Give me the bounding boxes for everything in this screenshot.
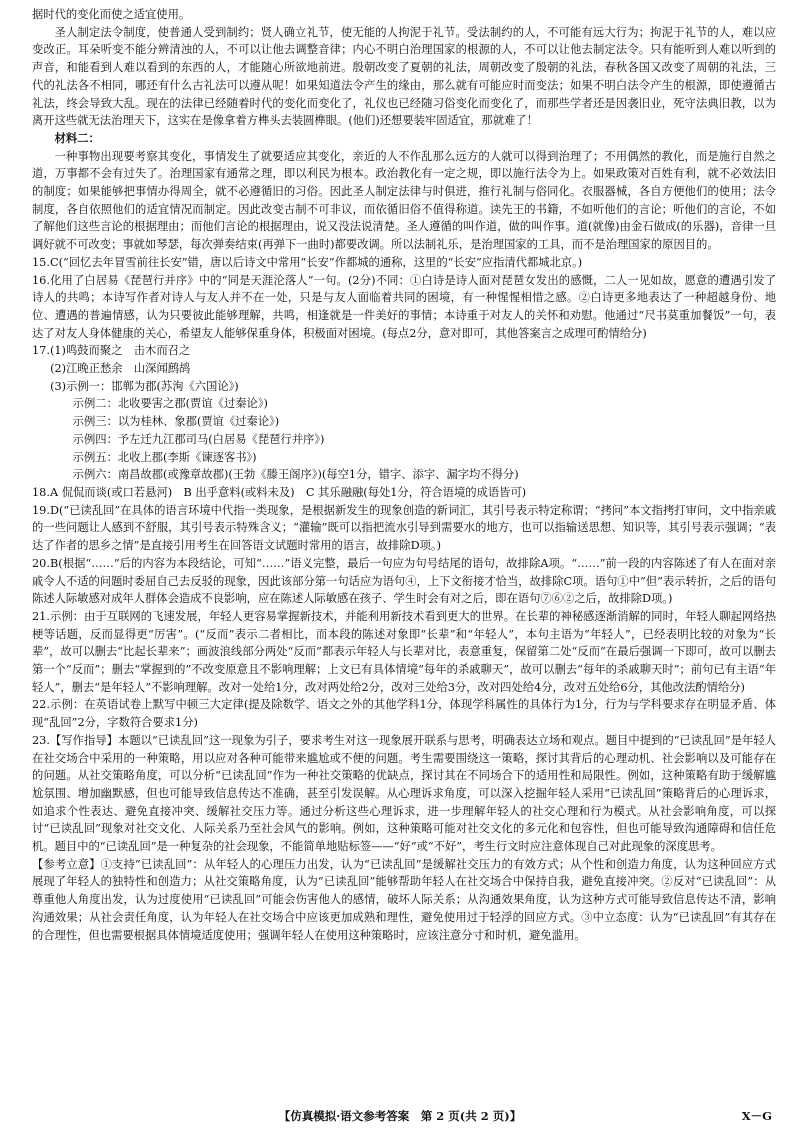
text-paragraph: 18.A 侃侃而谈(或口若悬河) B 出乎意料(或料未及) C 其乐融融(每处1分，符合语境的成语皆可) xyxy=(32,485,527,499)
text-paragraph: 22.示例：在英语试卷上默写中顿三大定律(提及除数学、语文之外的其他学科1分，体现学科属性的具体行为1分，行为与学科要求存在明显矛盾、体现“乱回”2分，字数符合要求1分) xyxy=(32,698,776,730)
text-paragraph: 21.示例：由于互联网的飞速发展，年轻人更容易掌握新技术，并能利用新技术看到更大的世界。在长辈的神秘感逐渐消解的同时，年轻人聊起网络热梗等话题，反而显得更“厉害”。(“反而”表示二者相比，而本段的陈述对象即“长辈”和“年轻人”，本句主语为“年轻人”，已经表明比较的对象为“长辈”，故可以删去“比起长辈来”；画波浪线部分两处“反而”都表示年轻人与长辈对比，表意重复，保留第二处“反而”在最后强调一下即可，故可以删去第一个“反而”；删去“掌握到的”不改变原意且不影响理解；上文已有具体情境“每年的杀戚聊天”，故可以删去“每年的杀戚聊天时”；前句已有主语“年轻人”，删去“是年轻人”不影响理解。改对一处给1分，改对两处给2分，改对三处给3分，改对四处给4分，改对五处给6分，其他改法酌情给分) xyxy=(32,609,776,694)
answer-sheet-body xyxy=(32,6,776,944)
text-paragraph: 据时代的变化而使之适宜使用。 xyxy=(32,8,191,21)
text-paragraph: (3)示例一：邯郸为郡(苏洵《六国论》) xyxy=(50,379,239,393)
text-paragraph: 17.(1)鸣鼓而聚之 击木而召之 xyxy=(32,344,191,358)
text-paragraph: 示例六：南昌故郡(或豫章故郡)(王勃《滕王阁序》)(每空1分，错字、添字、漏字均不得分) xyxy=(72,468,519,482)
text-paragraph: 23.【写作指导】本题以“已读乱回”这一现象为引子，要求考生对这一现象展开联系与思考，明确表达立场和观点。题目中提到的“已读乱回”是年轻人在社交场合中采用的一种策略，用以应对各种可能带来尴尬或不便的问题。考生需要围绕这一策略，探讨其背后的心理动机、社会影响以及可能存在的问题。从社交策略角度，可以分析“已读乱回”作为一种社交策略的优缺点，探讨其在不同场合下的适用性和局限性。例如，这种策略有助于缓解尴尬氛围、增加幽默感，但也可能导致信息传达不准确，甚至引发误解。从心理诉求角度，可以深入挖掘年轻人采用“已读乱回”策略背后的心理诉求，如追求个性表达、避免直接冲突、缓解社交压力等。通过分析这些心理诉求，进一步理解年轻人的社交心理和行为模式。从社会影响角度，可以探讨“已读乱回”现象对社交文化、人际关系乃至社会风气的影响。例如，这种策略可能对社交文化的多元化和包容性，但也可能导致沟通障碍和信任危机。题目中的“已读乱回”是一种复杂的社会现象，不能简单地贴标签——“好”或“不好”，考生行文时应注意体现自己对此现象的深度思考。 xyxy=(32,733,776,854)
text-paragraph: 示例五：北收上郡(李斯《谏逐客书》) xyxy=(72,450,257,464)
text-paragraph: 示例二：北收要害之郡(贾谊《过秦论》) xyxy=(72,397,268,411)
text-paragraph: 16.化用了白居易《琵琶行并序》中的“同是天涯沦落人”一句。(2分)不同：①白诗是诗人面对琵琶女发出的感慨，二人一见如故，愿意的遭遇引发了诗人的共鸣；本诗写作者对诗人与友人并不在一处，只是与友人面临着共同的困境，有一种惺惺相惜之感。②白诗更多地表达了一种超越身份、地位、遭遇的普遍情感，认为只要彼此能够理解，共鸣，相逢就是一件美好的事情；本诗重于对友人的关怀和劝慰。他通过“尺书莫重加餐饭”一句，表达了对友人身体健康的关心，希望友人能够保重身体，积极面对困境。(每点2分，意对即可，其他答案言之成理可酌情给分) xyxy=(32,273,776,340)
page-footer xyxy=(0,1108,800,1126)
text-paragraph: 15.C(“回忆去年冒雪前往长安”错，唐以后诗文中常用“长安”作都城的通称，这里的“长安”应指清代都城北京。) xyxy=(32,255,583,269)
footer-title: 【仿真模拟·语文参考答案 第 2 页(共 2 页)】 xyxy=(278,1109,522,1123)
text-paragraph: (2)江晚正愁余 山深闻鹧鸪 xyxy=(50,362,191,376)
text-paragraph: 19.D(“已读乱回”在具体的语言环境中代指一类现象，是根据新发生的现象创造的新词汇，其引号表示特定称谓；“拷问”本文指拷打审问，文中指亲戚的一些问题让人感到不舒服，其引号表示特殊含义；“灌输”既可以指把流水引导到需要水的地方，也可以指输送思想、知识等，其引号表示强调；“表达了作者的思乡之情”是直接引用考生在回答语文试题时常用的语言，故排除D项。) xyxy=(32,503,776,553)
text-paragraph: 20.B(根据“……”后的内容为本段结论，可知“……”语义完整，最后一句应为句号结尾的语句，故排除A项。“……”前一段的内容陈述了有人在面对亲戚令人不适的问题时委屈自己去反驳的现象，因此该部分第一句话应为语句④，上下文衔接才恰当，故排除C项。语句①中“但”表示转折，之后的语句陈述人际敏感对成年人群体会造成不良影响，应在陈述人际敏感在孩子、学生时会有对之后，即在语句⑦⑥②之后，故排除D项。) xyxy=(32,556,776,606)
text-paragraph: 示例三：以为桂林、象郡(贾谊《过秦论》) xyxy=(72,415,280,429)
text-paragraph: 材料二： xyxy=(54,130,100,145)
text-paragraph: 圣人制定法令制度，使普通人受到制约；贤人确立礼节，使无能的人拘泥于礼节。受法制约的人，不可能有远大行为；拘泥于礼节的人，难以应变改正。耳朵听变不能分辨清浊的人，不可以让他去调整音律；内心不明白治理国家的根源的人，不可以让他去制定法令。只有能听到人难以听到的声音，和能看到人难以看到的东西的人，才能随心所欲地前进。殷朝改变了夏朝的礼法，周朝改变了殷朝的礼法，春秋各国又改变了周朝的礼法，三代的礼法各不相同，哪还有什么古礼法可以遵从呢！如果知道法令产生的缘由，那么就有可能应时而变法；如果不明白法令产生的根源，即使遵循古礼法，终会导致大乱。现在的法律已经随着时代的变化而变化了，礼仪也已经随习俗变化而变化了，而那些学者还是因袭旧业，死守法典旧教，以为离开这些就无法治理天下，这实在是像拿着方榫头去装圆榫眼。(他们)还想要装牢固适宜，那就难了！ xyxy=(32,25,776,128)
text-paragraph: 示例四：予左迁九江郡司马(白居易《琵琶行并序》) xyxy=(72,432,325,446)
paper-code: X－G xyxy=(741,1109,772,1123)
text-paragraph: 一种事物出现要考察其变化，事情发生了就要适应其变化，亲近的人不作乱那么远方的人就可以得到治理了；不用偶然的教化，而是施行自然之道，万事都不会有过失了。治理国家有通常之理，即以利民为根本。政治教化有一定之规，即以施行法令为上。如果政策对百姓有利，就不必效法旧的制度；如果能够把事情办得周全，就不必遵循旧的习俗。因此圣人制定法律与时俱进，推行礼制与俗同化。衣服器械，各自方便他们的使用；法令制度，各自依照他们的适宜情况而制定。因此改变古制不可非议，而依循旧俗不值得称道。读先王的书籍，不如听他们的言论；听他们的言论，不如了解他们这些言论的根据理由；而他们言论的根据理由，说又没法说清楚。圣人遵循的叫作道，做的叫作事。道(就像)由金石做成(的乐器)，音律一旦调好就不可改变；事就如琴瑟，每次弹奏结束(再弹下一曲时)都要改调。所以法制礼乐，是治理国家的工具，而不是治理国家的原因目的。 xyxy=(32,149,776,252)
text-paragraph: 【参考立意】①支持“已读乱回”：从年轻人的心理压力出发，认为“已读乱回”是缓解社交压力的有效方式；从个性和创造力角度，认为这种回应方式展现了年轻人的独特性和创造力；从社交策略角度，认为“已读乱回”能够帮助年轻人在社交场合中保持自我，避免直接冲突。②反对“已读乱回”：从尊重他人角度出发，认为过度使用“已读乱回”可能会伤害他人的感情，破坏人际关系；从沟通效果角度，认为这种方式可能导致信息传达不清，影响沟通效果；从社会责任角度，认为年轻人在社交场合中应该更加成熟和理性，避免使用过于轻浮的回应方式。③中立态度：认为“已读乱回”有其存在的合理性，但也需要根据具体情境适度使用；强调年轻人在使用这种策略时，应该注意分寸和时机，避免滥用。 xyxy=(32,857,776,942)
